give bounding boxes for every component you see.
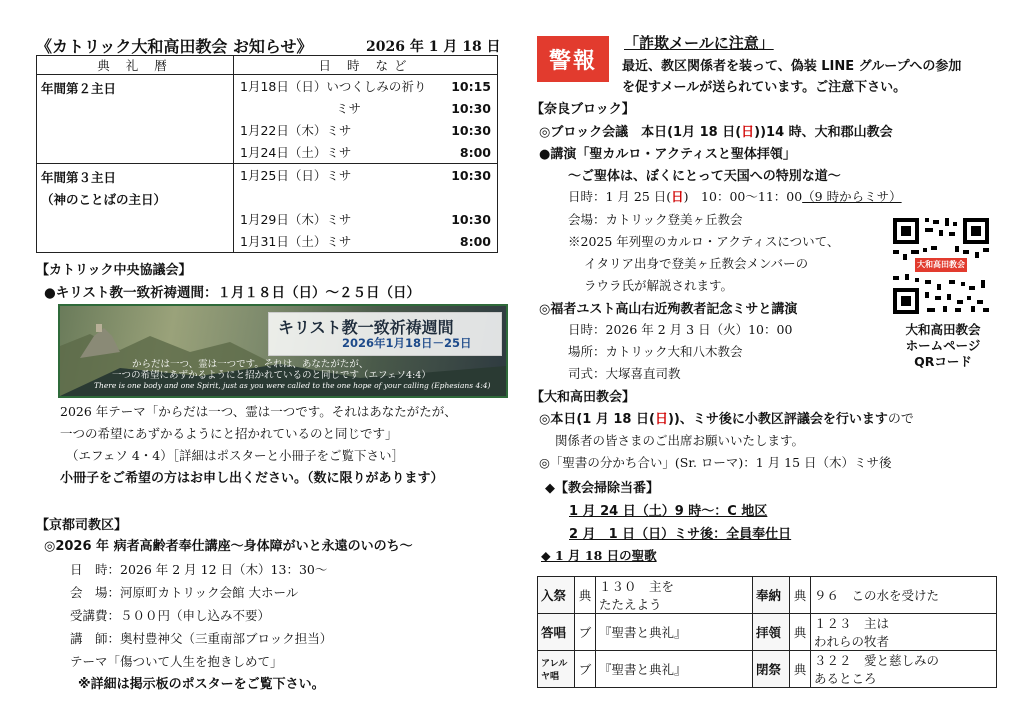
central-council-heading: 【カトリック中央協議会】 [36,263,192,278]
liturgy-times [234,75,498,164]
council-notice-text: ))、ミサ後に小教区評議会を行います [667,412,888,427]
songs-row [538,651,997,688]
liturgy-row [240,97,491,119]
qr-caption-line: ホームページ [905,338,981,353]
liturgy-row-date: 1月18日（日）いつくしみの祈り [240,79,427,94]
lecture-subtitle: ～ご聖体は、ぼくにとって天国への特別な道～ [568,169,841,184]
memorial-mass-priest: 司式：大塚喜直司教 [568,366,681,381]
song-book: ブ [575,614,596,651]
liturgy-group [37,164,498,253]
lecture-note-1: ※2025 年列聖のカルロ・アクティスについて、 [568,234,840,249]
liturgy-row [240,75,491,97]
song-title: ９６ この水を受けた [811,577,997,614]
songs-table [537,576,997,688]
liturgy-row-date: 1月31日（土）ミサ [240,234,352,249]
songs-row [538,577,997,614]
lecture-venue: 会場：カトリック登美ヶ丘教会 [568,212,743,227]
liturgy-times [234,164,498,253]
kyoto-lecture-title: ◎2026 年 病者高齢者奉仕講座～身体障がいと永遠のいのち～ [44,539,413,554]
unity-week-item: ●キリスト教一致祈祷週間：１月１８日（日）～２５日（日） [44,285,421,301]
liturgy-label: 年間第３主日 [41,170,117,185]
liturgy-table [36,55,498,253]
qr-code[interactable] [891,216,991,316]
lecture-note-3: ラウラ氏が解説されます。 [584,278,734,293]
liturgy-group-label [37,164,234,253]
liturgy-row [240,230,491,252]
song-title: 『聖書と典礼』 [596,614,753,651]
kyoto-detail: 受講費：５００円（申し込み不要） [70,608,271,623]
lecture-date [568,187,902,205]
lecture-date-day: 日 [671,189,684,204]
liturgy-row-date: ミサ [336,101,362,116]
song-title: １３０ 主を たたえよう [596,577,753,614]
liturgy-group-label [37,75,234,164]
block-meeting [539,121,893,140]
liturgy-row-time: 8:00 [459,144,491,160]
song-part: 拝領 [753,614,790,651]
song-title: ３２２ 愛と慈しみの あるところ [811,651,997,688]
lecture-date-text: 日時：1 月 25 日( [568,189,672,204]
song-book: 典 [790,614,811,651]
qr-label: 大和高田教会 [917,260,965,269]
songs-heading: ◆ 1 月 18 日の聖歌 [541,548,657,563]
cleaning-heading: ◆【教会掃除当番】 [545,481,659,496]
liturgy-row-date: 1月25日（日）ミサ [240,168,352,183]
block-meeting-text: ◎ブロック会議 本日(1月 18 日( [539,125,742,140]
block-meeting-text: ))14 時、大和郡山教会 [754,125,893,140]
liturgy-row-time: 10:30 [451,100,491,116]
bible-sharing: ◎「聖書の分かち合い」(Sr. ローマ)：1 月 15 日（木）ミサ後 [539,455,892,470]
liturgy-label: 年間第２主日 [41,81,117,96]
song-part: アレルヤ唱 [538,651,575,688]
banner-verse-1: からだは一つ、霊は一つです。それは、あなたがたが、 [132,359,369,370]
liturgy-row-time: 8:00 [459,233,491,249]
liturgy-row [240,164,491,186]
takada-heading: 【大和高田教会】 [531,390,636,405]
page-title: 《カトリック大和高田教会 お知らせ》 [36,37,313,56]
qr-caption [889,322,997,370]
kyoto-details [70,558,332,673]
liturgy-header-calendar: 典 礼 暦 [37,56,234,75]
cleaning-duty-2: 2 月 1 日（日）ミサ後：全員奉仕日 [569,527,792,542]
liturgy-row [240,141,491,163]
liturgy-row-empty [240,186,491,208]
kyoto-detail: 会 場：河原町カトリック会館 大ホール [70,585,299,600]
alert-text-1: 最近、教区関係者を装って、偽装 LINE グループへの参加 [622,59,962,74]
song-book: 典 [790,651,811,688]
liturgy-row-time: 10:15 [451,78,491,94]
block-meeting-day: 日 [741,125,755,140]
page-date: 2026 年 1 月 18 日 [366,39,501,55]
song-part: 答唱 [538,614,575,651]
banner-verse-english: There is one body and one Spirit, just as you were called to the one hope of your calling (Ephesians 4:4) [94,381,491,390]
song-part: 入祭 [538,577,575,614]
liturgy-group [37,75,498,164]
banner-verse-2: 一つの希望にあずかるようにと招かれているのと同じです（エフェソ4:4） [112,370,431,381]
kyoto-heading: 【京都司教区】 [36,518,128,533]
kyoto-detail: 日 時：2026 年 2 月 12 日（木）13：30～ [70,562,328,577]
lecture-date-text: ) 10：00～11：00 [683,189,803,204]
liturgy-row-time: 10:30 [451,167,491,183]
liturgy-row-time: 10:30 [451,122,491,138]
banner-title: キリスト教一致祈祷週間 [278,318,454,337]
theme-line-1: 2026 年テーマ「からだは一つ、霊は一つです。それはあなたがたが、 [60,404,457,419]
qr-caption-line: 大和高田教会 [905,322,981,337]
council-notice-tail: ので [887,412,914,427]
council-notice-day: 日 [654,412,668,427]
memorial-mass-venue: 場所：カトリック大和八木教会 [568,344,743,359]
council-notice-line-2: 関係者の皆さまのご出席お願いいたします。 [555,433,805,448]
song-title: １２３ 主は われらの牧者 [811,614,997,651]
kyoto-note: ※詳細は掲示板のポスターをご覧下さい。 [78,677,325,692]
kyoto-detail: 講 師：奥村豊神父（三重南部ブロック担当） [70,631,333,646]
liturgy-row-time: 10:30 [451,211,491,227]
memorial-mass-date: 日時：2026 年 2 月 3 日（火）10：00 [568,322,793,337]
theme-line-3: （エフェソ 4・4）［詳細はポスターと小冊子をご覧下さい］ [66,448,405,463]
liturgy-label: （神のことばの主日） [41,192,167,207]
song-title: 『聖書と典礼』 [596,651,753,688]
booklet-note: 小冊子をご希望の方はお申し出ください。（数に限りがあります） [60,471,444,486]
memorial-mass-title: ◎福者ユスト高山右近殉教者記念ミサと講演 [539,302,798,317]
cleaning-duty-1: 1 月 24 日（土）9 時～：C 地区 [569,504,768,519]
council-notice [539,408,914,427]
alert-badge: 警報 [537,36,609,82]
lecture-note-2: イタリア出身で登美ヶ丘教会メンバーの [584,256,809,271]
lecture-date-note: （9 時からミサ） [802,189,902,204]
liturgy-row-date: 1月29日（木）ミサ [240,212,352,227]
qr-caption-line: QRコード [914,354,972,369]
banner-dates: 2026年1月18日－25日 [342,336,472,350]
liturgy-row [240,208,491,230]
song-book: ブ [575,651,596,688]
liturgy-header-datetime: 日 時 など [234,56,498,75]
song-book: 典 [575,577,596,614]
songs-row [538,614,997,651]
song-part: 閉祭 [753,651,790,688]
alert-text-2: を促すメールが送られています。ご注意下さい。 [622,80,907,95]
liturgy-row-date: 1月22日（木）ミサ [240,123,352,138]
theme-line-2: 一つの希望にあずかるようにと招かれているのと同じです」 [60,426,398,441]
song-book: 典 [790,577,811,614]
alert-title: 「詐欺メールに注意」 [624,34,774,52]
liturgy-row-date: 1月24日（土）ミサ [240,145,352,160]
song-part: 奉納 [753,577,790,614]
nara-heading: 【奈良ブロック】 [531,102,635,117]
kyoto-detail: テーマ「傷ついて人生を抱きしめて」 [70,654,283,669]
liturgy-row [240,119,491,141]
lecture-title: ●講演「聖カルロ・アクティスと聖体拝領」 [539,147,796,162]
unity-week-banner [58,304,508,398]
council-notice-text: ◎本日(1 月 18 日( [539,412,655,427]
